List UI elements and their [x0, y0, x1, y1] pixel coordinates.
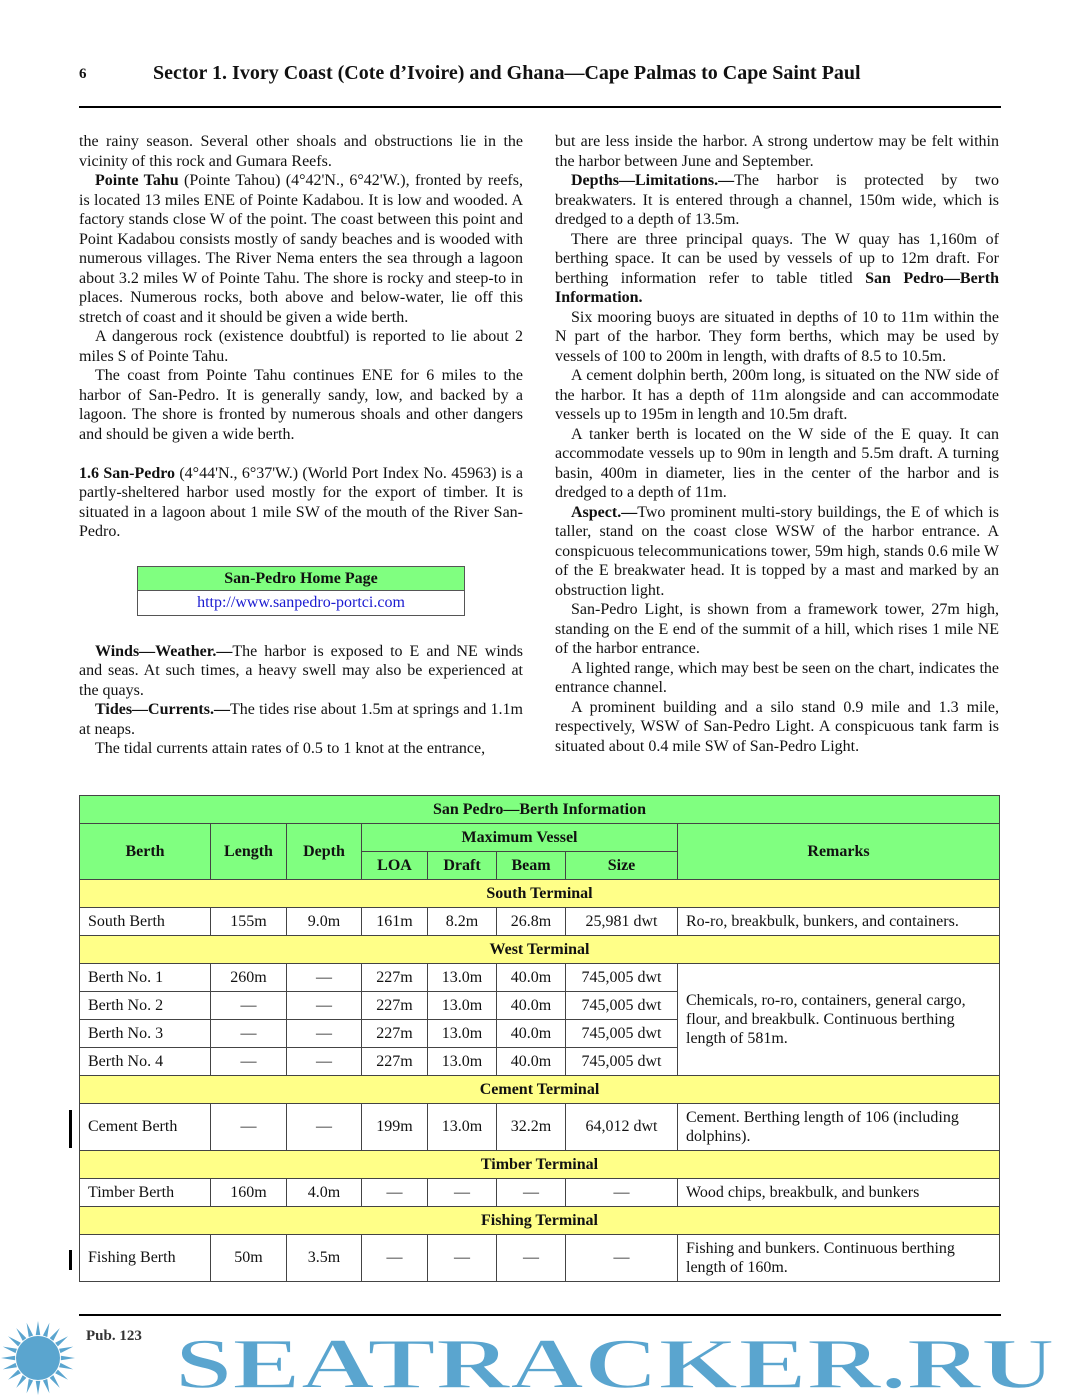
paragraph	[79, 700, 523, 739]
table-cell: —	[287, 1020, 362, 1048]
table-row	[80, 1179, 1000, 1207]
change-bar	[69, 1110, 72, 1148]
sun-ray	[55, 1336, 68, 1346]
paragraph	[79, 464, 523, 542]
table-cell: 745,005 dwt	[566, 992, 678, 1020]
terminal-section: West Terminal	[80, 936, 1000, 964]
table-cell: 160m	[211, 1179, 287, 1207]
paragraph	[555, 171, 999, 230]
table-cell: —	[362, 1235, 428, 1282]
page-title: Sector 1. Ivory Coast (Cote d’Ivoire) and Ghana—Cape Palmas to Cape Saint Paul	[153, 62, 861, 84]
table-cell: —	[362, 1179, 428, 1207]
table-cell: —	[566, 1179, 678, 1207]
paragraph	[555, 308, 999, 367]
table-cell: 40.0m	[497, 1048, 566, 1076]
paragraph	[555, 503, 999, 601]
watermark-logo	[0, 1318, 1080, 1397]
sun-ray	[43, 1379, 50, 1393]
table-cell: 745,005 dwt	[566, 964, 678, 992]
sun-ray	[36, 1321, 41, 1335]
table-cell: 227m	[362, 964, 428, 992]
paragraph	[79, 642, 523, 701]
paragraph-text: (Pointe Tahou) (4°42'N., 6°42'W.), fronted by reefs, is located 13 miles ENE of Pointe Kadabou. It is low and wooded. A factory stands close W of the point. The coast between this point and Point Kadabou consists mostly of sandy beaches and is wooded with numerous villages. The River Nema enters the sea through a lagoon about 3.2 miles W of Pointe Tahu. The shore is rocky and steep-to in places. Numerous rocks, both above and below-water, lie off this stretch of coast and it should be given a wide berth.	[79, 172, 523, 326]
table-title: San Pedro—Berth Information	[80, 796, 1000, 824]
terminal-section: South Terminal	[80, 880, 1000, 908]
home-page-link[interactable]: http://www.sanpedro-portci.com	[197, 594, 405, 611]
sun-ray	[16, 1328, 26, 1341]
table-row	[80, 908, 1000, 936]
left-column	[79, 132, 523, 759]
table-cell: Berth No. 4	[80, 1048, 211, 1076]
table-cell: 13.0m	[428, 964, 497, 992]
table-cell: —	[287, 1104, 362, 1151]
sun-ray	[36, 1381, 41, 1395]
paragraph	[555, 425, 999, 503]
paragraph-lead: Aspect.—	[571, 503, 638, 521]
paragraph	[79, 327, 523, 366]
table-cell: 13.0m	[428, 1020, 497, 1048]
sun-ray	[27, 1323, 34, 1337]
page-number: 6	[79, 66, 87, 82]
paragraph-text: A dangerous rock (existence doubtful) is reported to lie about 2 miles S of Pointe Tahu.	[79, 328, 523, 365]
table-cell: 227m	[362, 992, 428, 1020]
berth-information-table	[79, 795, 1000, 1282]
paragraph	[555, 366, 999, 425]
paragraph-text: the rainy season. Several other shoals and obstructions lie in the vicinity of this rock and Gumara Reefs.	[79, 133, 523, 170]
footer-rule	[79, 1314, 1001, 1316]
table-cell: 4.0m	[287, 1179, 362, 1207]
table-cell: Berth No. 3	[80, 1020, 211, 1048]
sun-ray	[59, 1363, 73, 1370]
paragraph-text: A tanker berth is located on the W side of the E quay. It can accommodate vessels up to 90m in length and 5.5m draft. A turning basin, 400m in diameter, lies in the center of the harbor and is dredged to a depth of 11m.	[555, 425, 999, 501]
paragraph-lead: 1.6 San-Pedro	[79, 464, 176, 482]
sun-ray	[55, 1370, 68, 1380]
table-cell: 13.0m	[428, 1048, 497, 1076]
table-cell: —	[566, 1235, 678, 1282]
sun-ray	[50, 1375, 60, 1388]
table-cell: —	[287, 1048, 362, 1076]
paragraph-lead: Winds—Weather.—	[95, 642, 233, 660]
table-cell: South Berth	[80, 908, 211, 936]
table-cell: 199m	[362, 1104, 428, 1151]
table-cell: 32.2m	[497, 1104, 566, 1151]
sun-ray	[8, 1336, 21, 1346]
paragraph	[555, 659, 999, 698]
table-cell: —	[287, 992, 362, 1020]
sun-icon	[1, 1321, 75, 1395]
col-max-vessel: Maximum Vessel	[362, 824, 678, 852]
table-cell: 40.0m	[497, 964, 566, 992]
page-header	[79, 62, 1001, 108]
table-reference: San Pedro—Berth Information.	[555, 269, 1000, 306]
table-cell: —	[497, 1179, 566, 1207]
col-size: Size	[566, 852, 678, 880]
col-berth: Berth	[80, 824, 211, 880]
table-cell: 227m	[362, 1048, 428, 1076]
table-cell: 25,981 dwt	[566, 908, 678, 936]
paragraph	[555, 230, 999, 308]
table-cell: —	[287, 964, 362, 992]
paragraph-text: A cement dolphin berth, 200m long, is situated on the NW side of the harbor. It has a depth of 11m alongside and can accommodate vessels up to 195m in length and 10.5m draft.	[555, 367, 999, 423]
table-cell: 40.0m	[497, 992, 566, 1020]
paragraph	[79, 132, 523, 171]
table-cell: 3.5m	[287, 1235, 362, 1282]
sun-ray	[43, 1323, 50, 1337]
sun-ray	[16, 1375, 26, 1388]
paragraph-text: The tides rise about 1.5m at springs and 1.1m at neaps.	[79, 701, 523, 738]
remarks-cell: Cement. Berthing length of 106 (including dolphins).	[678, 1104, 1000, 1151]
table-cell: 64,012 dwt	[566, 1104, 678, 1151]
paragraph-lead: Tides—Currents.—	[95, 701, 230, 718]
paragraph	[79, 739, 523, 759]
table-cell: —	[211, 992, 287, 1020]
table-cell: 260m	[211, 964, 287, 992]
home-page-box	[137, 566, 465, 616]
table-cell: 155m	[211, 908, 287, 936]
table-cell: 745,005 dwt	[566, 1048, 678, 1076]
terminal-section: Cement Terminal	[80, 1076, 1000, 1104]
paragraph-text: The coast from Pointe Tahu continues ENE for 6 miles to the harbor of San-Pedro. It is generally sandy, low, and backed by a lagoon. The shore is fronted by numerous shoals and other dangers and should be given a wide berth.	[79, 367, 523, 443]
paragraph-text: (4°44'N., 6°37'W.) (World Port Index No. 45963) is a partly-sheltered harbor used mostly for the export of timber. It is situated in a lagoon about 1 mile SW of the mouth of the River San-Pedro.	[79, 464, 523, 540]
paragraph-lead: Pointe Tahu	[95, 172, 179, 189]
table-cell: Cement Berth	[80, 1104, 211, 1151]
table-cell: 50m	[211, 1235, 287, 1282]
paragraph-lead: Depths—Limitations.—	[571, 172, 735, 189]
paragraph	[79, 366, 523, 444]
paragraph-text: A lighted range, which may best be seen on the chart, indicates the entrance channel.	[555, 659, 999, 696]
table-cell: Timber Berth	[80, 1179, 211, 1207]
paragraph-text: A prominent building and a silo stand 0.9 mile and 1.3 mile, respectively, WSW of San-Pedro Light. A conspicuous tank farm is situated about 0.4 mile SW of San-Pedro Light.	[555, 698, 999, 755]
table-row	[80, 1235, 1000, 1282]
sun-ray	[61, 1356, 75, 1361]
col-depth: Depth	[287, 824, 362, 880]
change-bar	[69, 1250, 72, 1270]
table-cell: 26.8m	[497, 908, 566, 936]
table-cell: 13.0m	[428, 1104, 497, 1151]
paragraph	[555, 698, 999, 757]
table-row	[80, 1104, 1000, 1151]
remarks-cell: Wood chips, breakbulk, and bunkers	[678, 1179, 1000, 1207]
paragraph-text: There are three principal quays. The W quay has 1,160m of berthing space. It can be used by vessels of up to 12m draft. For berthing information refer to table titled	[555, 230, 999, 287]
right-column	[555, 132, 999, 756]
publication-label: Pub. 123	[86, 1328, 142, 1344]
table-row	[80, 964, 1000, 992]
col-draft: Draft	[428, 852, 497, 880]
terminal-section: Timber Terminal	[80, 1151, 1000, 1179]
table-cell: —	[211, 1104, 287, 1151]
sun-ray	[3, 1347, 17, 1354]
table-cell: 161m	[362, 908, 428, 936]
paragraph	[555, 600, 999, 659]
paragraph-text: The tidal currents attain rates of 0.5 to 1 knot at the entrance,	[95, 740, 486, 757]
paragraph-text: Two prominent multi-story buildings, the E of which is taller, stand on the coast close WSW of the harbor entrance. A conspicuous telecommunications tower, 59m high, stands 0.6 mile W of the E breakwater head. It is topped by a mast and marked by an obstruction light.	[555, 503, 999, 599]
remarks-cell: Ro-ro, breakbulk, bunkers, and containers.	[678, 908, 1000, 936]
paragraph-text: San-Pedro Light, is shown from a framework tower, 27m high, standing on the E end of the summit of a hill, which rises 1 mile NE of the harbor entrance.	[555, 601, 999, 657]
remarks-cell: Chemicals, ro-ro, containers, general cargo, flour, and breakbulk. Continuous berthing length of 581m.	[678, 964, 1000, 1076]
sun-ray	[3, 1363, 17, 1370]
col-remarks: Remarks	[678, 824, 1000, 880]
table-cell: 745,005 dwt	[566, 1020, 678, 1048]
col-beam: Beam	[497, 852, 566, 880]
table-cell: —	[428, 1235, 497, 1282]
sun-ray	[59, 1347, 73, 1354]
sun-ray	[1, 1356, 15, 1361]
table-cell: Berth No. 2	[80, 992, 211, 1020]
table-cell: 8.2m	[428, 908, 497, 936]
table-cell: —	[211, 1048, 287, 1076]
col-loa: LOA	[362, 852, 428, 880]
table-cell: 9.0m	[287, 908, 362, 936]
table-cell: —	[211, 1020, 287, 1048]
table-cell: —	[497, 1235, 566, 1282]
sun-ray	[50, 1328, 60, 1341]
table-cell: Fishing Berth	[80, 1235, 211, 1282]
col-length: Length	[211, 824, 287, 880]
paragraph-text: The harbor is exposed to E and NE winds and seas. At such times, a heavy swell may also be experienced at the quays.	[79, 642, 523, 699]
terminal-section: Fishing Terminal	[80, 1207, 1000, 1235]
sun-ray	[8, 1370, 21, 1380]
table-cell: 40.0m	[497, 1020, 566, 1048]
paragraph-text: Six mooring buoys are situated in depths of 10 to 11m within the N part of the harbor. They form berths, which may be used by vessels of 100 to 200m in length, with drafts of 8.5 to 10.5m.	[555, 308, 999, 365]
table-cell: —	[428, 1179, 497, 1207]
table-cell: Berth No. 1	[80, 964, 211, 992]
table-cell: 227m	[362, 1020, 428, 1048]
paragraph	[79, 171, 523, 327]
paragraph-text: The harbor is protected by two breakwaters. It is entered through a channel, 150m wide, which is dredged to a depth of 13.5m.	[555, 172, 999, 228]
remarks-cell: Fishing and bunkers. Continuous berthing length of 160m.	[678, 1235, 1000, 1282]
sun-ray	[27, 1379, 34, 1393]
watermark-text: SEATRACKER.RU	[175, 1324, 1055, 1397]
paragraph	[555, 132, 999, 171]
table-cell: 13.0m	[428, 992, 497, 1020]
home-page-title: San-Pedro Home Page	[138, 567, 464, 592]
paragraph-text: but are less inside the harbor. A strong undertow may be felt within the harbor between June and September.	[555, 133, 999, 170]
